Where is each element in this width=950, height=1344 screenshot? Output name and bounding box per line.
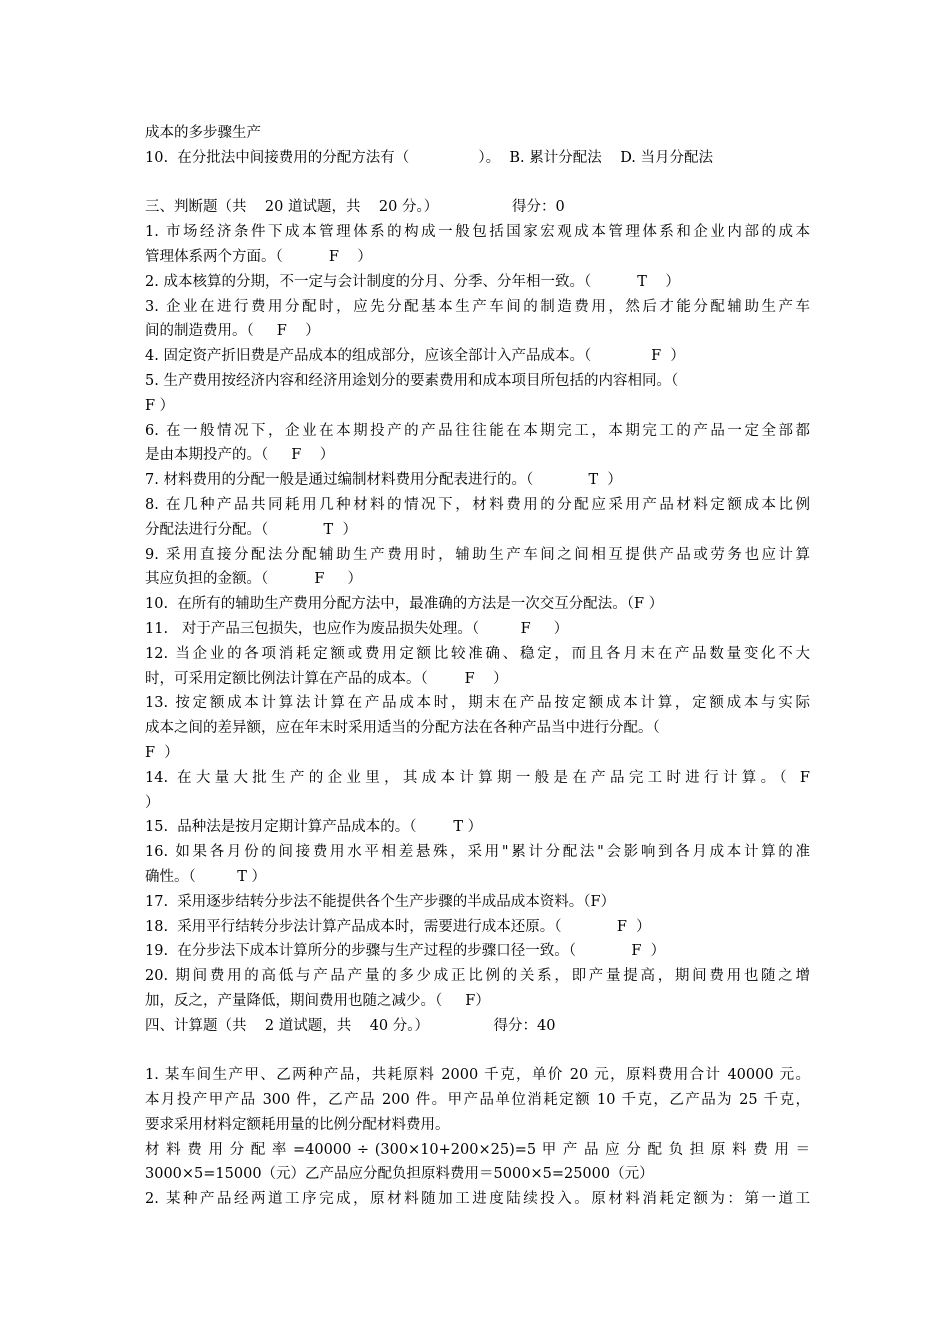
text-line: 9. 采用直接分配法分配辅助生产费用时，辅助生产车间之间相互提供产品或劳务也应计算 [145,546,810,563]
text-line: 14. 在大量大批生产的企业里，其成本计算期一般是在产品完工时进行计算。（ F [145,769,810,786]
text-line: 本月投产甲产品 300 件，乙产品 200 件。甲产品单位消耗定额 10 千克，乙产品为 25 千克， [145,1092,810,1109]
text-line: 2. 某种产品经两道工序完成，原材料随加工进度陆续投入。原材料消耗定额为：第一道工 [145,1191,810,1208]
text-line: 管理体系两个方面。（ F ） [145,248,372,265]
text-line: 19. 在分步法下成本计算所分的步骤与生产过程的步骤口径一致。（ F ） [145,943,666,960]
text-line: 是由本期投产的。（ F ） [145,447,335,464]
text-line: 1. 市场经济条件下成本管理体系的构成一般包括国家宏观成本管理体系和企业内部的成本 [145,224,810,241]
text-line: ） [145,794,160,811]
text-line: 其应负担的金额。（ F ） [145,571,362,588]
text-line: 确性。（ T ） [145,868,267,885]
text-line: 20. 期间费用的高低与产品产量的多少成正比例的关系，即产量提高，期间费用也随之增 [145,968,810,985]
text-line: 7. 材料费用的分配一般是通过编制材料费用分配表进行的。（ T ） [145,472,622,489]
text-line: 6. 在一般情况下，企业在本期投产的产品往往能在本期完工，本期完工的产品一定全部都 [145,422,810,439]
text-line: 1. 某车间生产甲、乙两种产品，共耗原料 2000 千克，单价 20 元，原料费用合计 40000 元。 [145,1067,810,1084]
text-line: 成本之间的差异额，应在年末时采用适当的分配方法在各种产品当中进行分配。（ [145,720,660,737]
document-page [145,121,810,1212]
text-line: F ） [145,397,175,414]
text-line: 要求采用材料定额耗用量的比例分配材料费用。 [145,1116,450,1133]
text-line: 成本的多步骤生产 [145,125,261,141]
text-line: 18. 采用平行结转分步法计算产品成本时，需要进行成本还原。（ F ） [145,918,651,935]
text-line: 3. 企业在进行费用分配时，应先分配基本生产车间的制造费用，然后才能分配辅助生产车 [145,298,810,315]
text-line: 三、判断题（共 20 道试题，共 20 分。） 得分：0 [145,199,565,216]
blank-line [145,171,810,196]
text-line: F ） [145,744,179,761]
text-line: 10. 在分批法中间接费用的分配方法有（ ）。 B. 累计分配法 D. 当月分配法 [145,149,714,166]
text-line: 2. 成本核算的分期，不一定与会计制度的分月、分季、分年相一致。（ T ） [145,273,680,290]
text-line: 12. 当企业的各项消耗定额或费用定额比较准确、稳定，而且各月末在产品数量变化不大 [145,645,810,662]
text-line: 时，可采用定额比例法计算在产品的成本。（ F ） [145,670,508,687]
text-line: 间的制造费用。（ F ） [145,323,320,340]
text-line: 5. 生产费用按经济内容和经济用途划分的要素费用和成本项目所包括的内容相同。（ [145,372,679,389]
text-line: 13. 按定额成本计算法计算在产品成本时，期末在产品按定额成本计算，定额成本与实际 [145,695,810,712]
text-line: 11. 对于产品三包损失，也应作为废品损失处理。（ F ） [145,620,569,637]
text-line: 10. 在所有的辅助生产费用分配方法中，最准确的方法是一次交互分配法。（F ） [145,596,664,613]
text-line: 材 料 费 用 分 配 率 =40000 ÷ (300×10+200×25)=5 甲 产 品 应 分 配 负 担 原 料 费 用 ＝ [145,1141,810,1158]
text-line: 17. 采用逐步结转分步法不能提供各个生产步骤的半成品成本资料。（F） [145,893,616,910]
blank-line [145,1038,810,1063]
text-line: 加，反之，产量降低，期间费用也随之减少。（ F） [145,992,490,1009]
text-line: 8. 在几种产品共同耗用几种材料的情况下，材料费用的分配应采用产品材料定额成本比例 [145,496,810,513]
text-line: 15. 品种法是按月定期计算产品成本的。（ T ） [145,819,483,836]
text-line: 3000×5=15000（元）乙产品应分配负担原料费用＝5000×5=25000（元） [145,1166,654,1183]
text-line: 四、计算题（共 2 道试题，共 40 分。） 得分：40 [145,1017,556,1034]
text-line: 16. 如果各月份的间接费用水平相差悬殊，采用"累计分配法"会影响到各月成本计算的准 [145,844,810,861]
text-line: 分配法进行分配。（ T ） [145,521,357,538]
text-line: 4. 固定资产折旧费是产品成本的组成部分，应该全部计入产品成本。（ F ） [145,348,685,365]
